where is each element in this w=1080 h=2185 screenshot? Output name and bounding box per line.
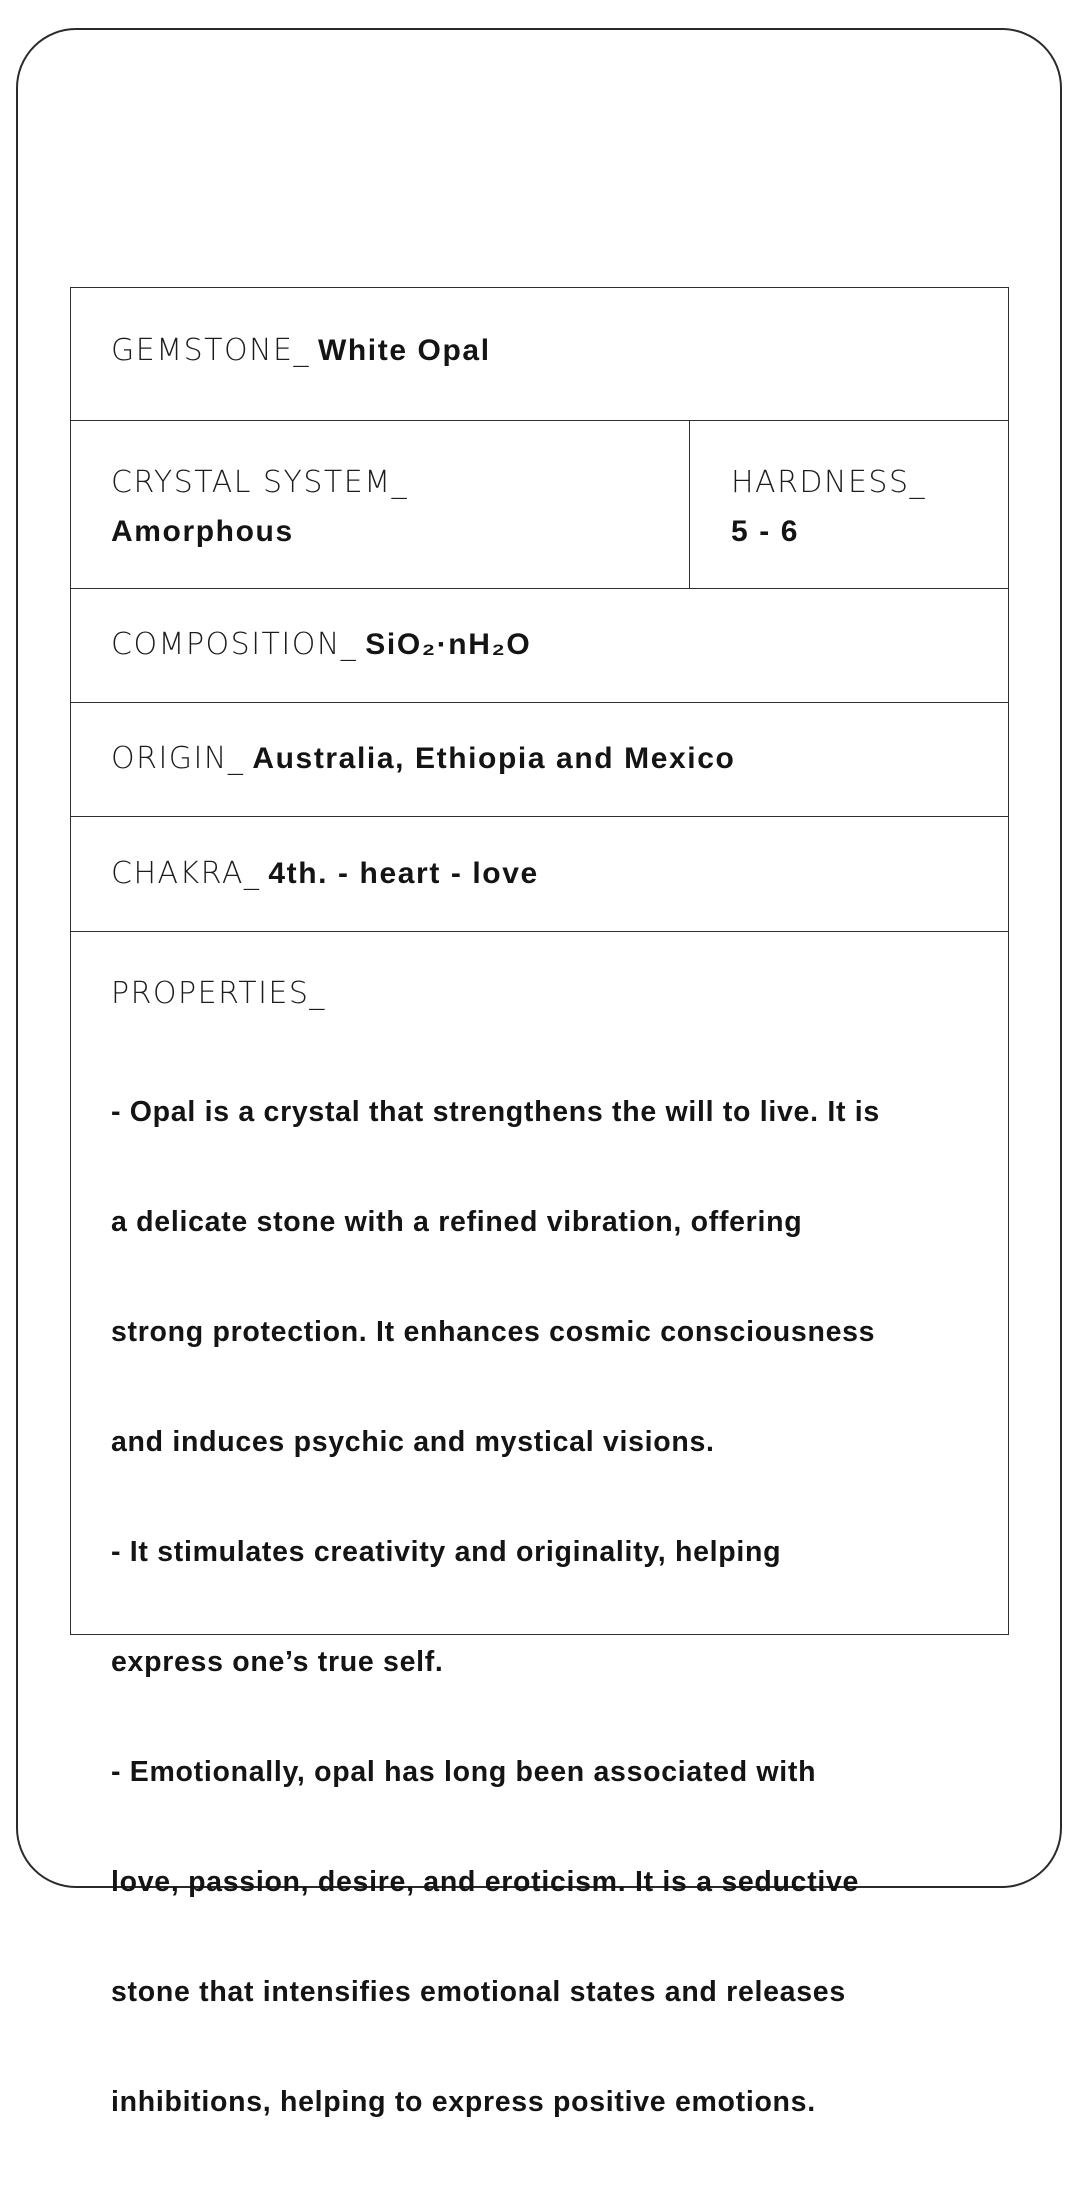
- chakra-label: CHAKRA_: [111, 856, 261, 891]
- properties-line: love, passion, desire, and eroticism. It is a seductive: [111, 1866, 860, 1898]
- properties-line: stone that intensifies emotional states and releases: [111, 1976, 846, 2008]
- properties-row: [71, 932, 1008, 2118]
- column-divider: [689, 421, 690, 588]
- composition-row: [71, 589, 1008, 703]
- properties-line: strong protection. It enhances cosmic consciousness: [111, 1316, 876, 1348]
- properties-line: - Emotionally, opal has long been associated with: [111, 1756, 817, 1788]
- origin-value: Australia, Ethiopia and Mexico: [252, 742, 736, 775]
- properties-line: express one’s true self.: [111, 1646, 444, 1678]
- origin-line: [111, 741, 735, 776]
- hardness-value: 5 - 6: [731, 515, 800, 548]
- gemstone-value: White Opal: [317, 334, 491, 367]
- composition-label: COMPOSITION_: [111, 627, 358, 662]
- properties-line: and induces psychic and mystical visions.: [111, 1426, 715, 1458]
- gemstone-line: [111, 333, 491, 368]
- composition-value: SiO₂·nH₂O: [365, 628, 532, 661]
- gemstone-row: [71, 288, 1008, 421]
- crystal-system-label: CRYSTAL SYSTEM_: [111, 465, 409, 500]
- properties-line: - Opal is a crystal that strengthens the will to live. It is: [111, 1096, 880, 1128]
- crystal-hardness-row: [71, 421, 1008, 589]
- properties-line: inhibitions, helping to express positive emotions.: [111, 2086, 816, 2118]
- gemstone-info-table: [70, 287, 1009, 2118]
- hardness-label: HARDNESS_: [731, 465, 927, 500]
- origin-label: ORIGIN_: [111, 741, 245, 776]
- properties-text: [111, 1030, 991, 2185]
- properties-line: a delicate stone with a refined vibration, offering: [111, 1206, 803, 1238]
- composition-line: [111, 627, 531, 662]
- chakra-row: [71, 817, 1008, 932]
- chakra-value: 4th. - heart - love: [268, 857, 539, 890]
- properties-label: PROPERTIES_: [111, 976, 326, 1011]
- crystal-system-value: Amorphous: [111, 515, 294, 548]
- origin-row: [71, 703, 1008, 817]
- chakra-line: [111, 856, 539, 891]
- properties-line: - It stimulates creativity and originality, helping: [111, 1536, 782, 1568]
- gemstone-label: GEMSTONE_: [111, 333, 310, 368]
